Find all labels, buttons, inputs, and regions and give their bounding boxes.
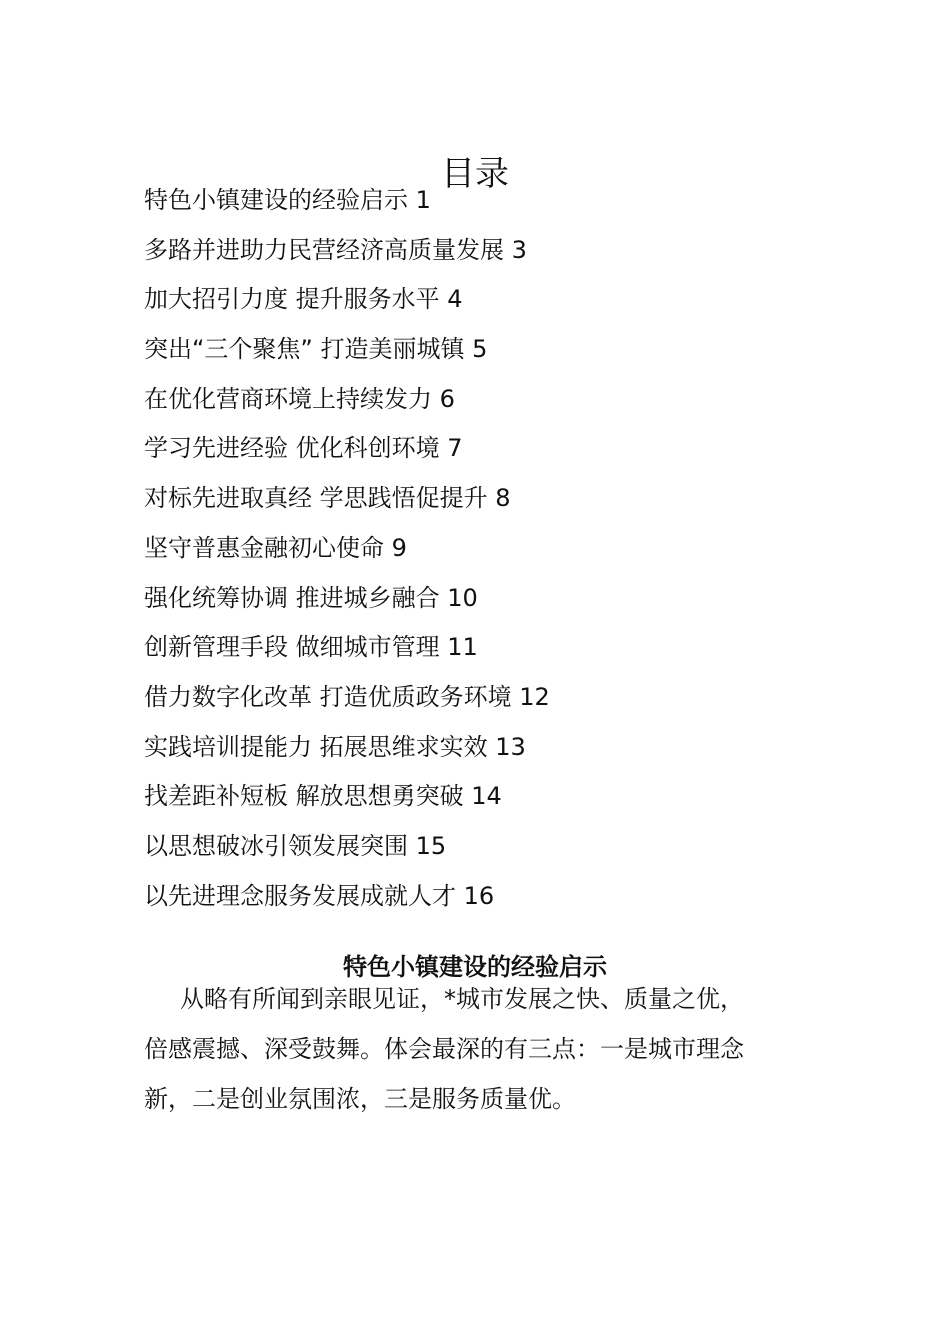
body-line: 从略有所闻到亲眼见证，*城市发展之快、质量之优， (180, 985, 744, 1013)
body-paragraph (144, 974, 794, 1124)
body-line: 新，二是创业氛围浓，三是服务质量优。 (144, 1085, 576, 1113)
toc-item: 特色小镇建设的经验启示 1 (144, 186, 431, 214)
toc-item: 创新管理手段 做细城市管理 11 (144, 633, 478, 662)
toc-title: 目录 (441, 153, 509, 194)
body-line: 倍感震撼、深受鼓舞。体会最深的有三点：一是城市理念 (144, 1035, 744, 1063)
toc-item: 在优化营商环境上持续发力 6 (144, 384, 455, 413)
toc-item: 找差距补短板 解放思想勇突破 14 (144, 782, 502, 811)
toc-item: 借力数字化改革 打造优质政务环境 12 (144, 682, 550, 711)
toc-item: 实践培训提能力 拓展思维求实效 13 (144, 732, 526, 761)
toc-item: 加大招引力度 提升服务水平 4 (144, 285, 463, 314)
toc-item: 坚守普惠金融初心使命 9 (144, 533, 407, 562)
toc-item: 多路并进助力民营经济高质量发展 3 (144, 235, 527, 264)
toc-item: 突出“三个聚焦” 打造美丽城镇 5 (144, 335, 488, 364)
section-heading: 特色小镇建设的经验启示 (343, 952, 607, 981)
toc-list (144, 176, 550, 921)
toc-item: 强化统筹协调 推进城乡融合 10 (144, 583, 478, 612)
toc-item: 对标先进取真经 学思践悟促提升 8 (144, 484, 511, 513)
toc-item: 以思想破冰引领发展突围 15 (144, 831, 447, 860)
toc-item: 学习先进经验 优化科创环境 7 (144, 434, 463, 463)
toc-item: 以先进理念服务发展成就人才 16 (144, 881, 495, 910)
